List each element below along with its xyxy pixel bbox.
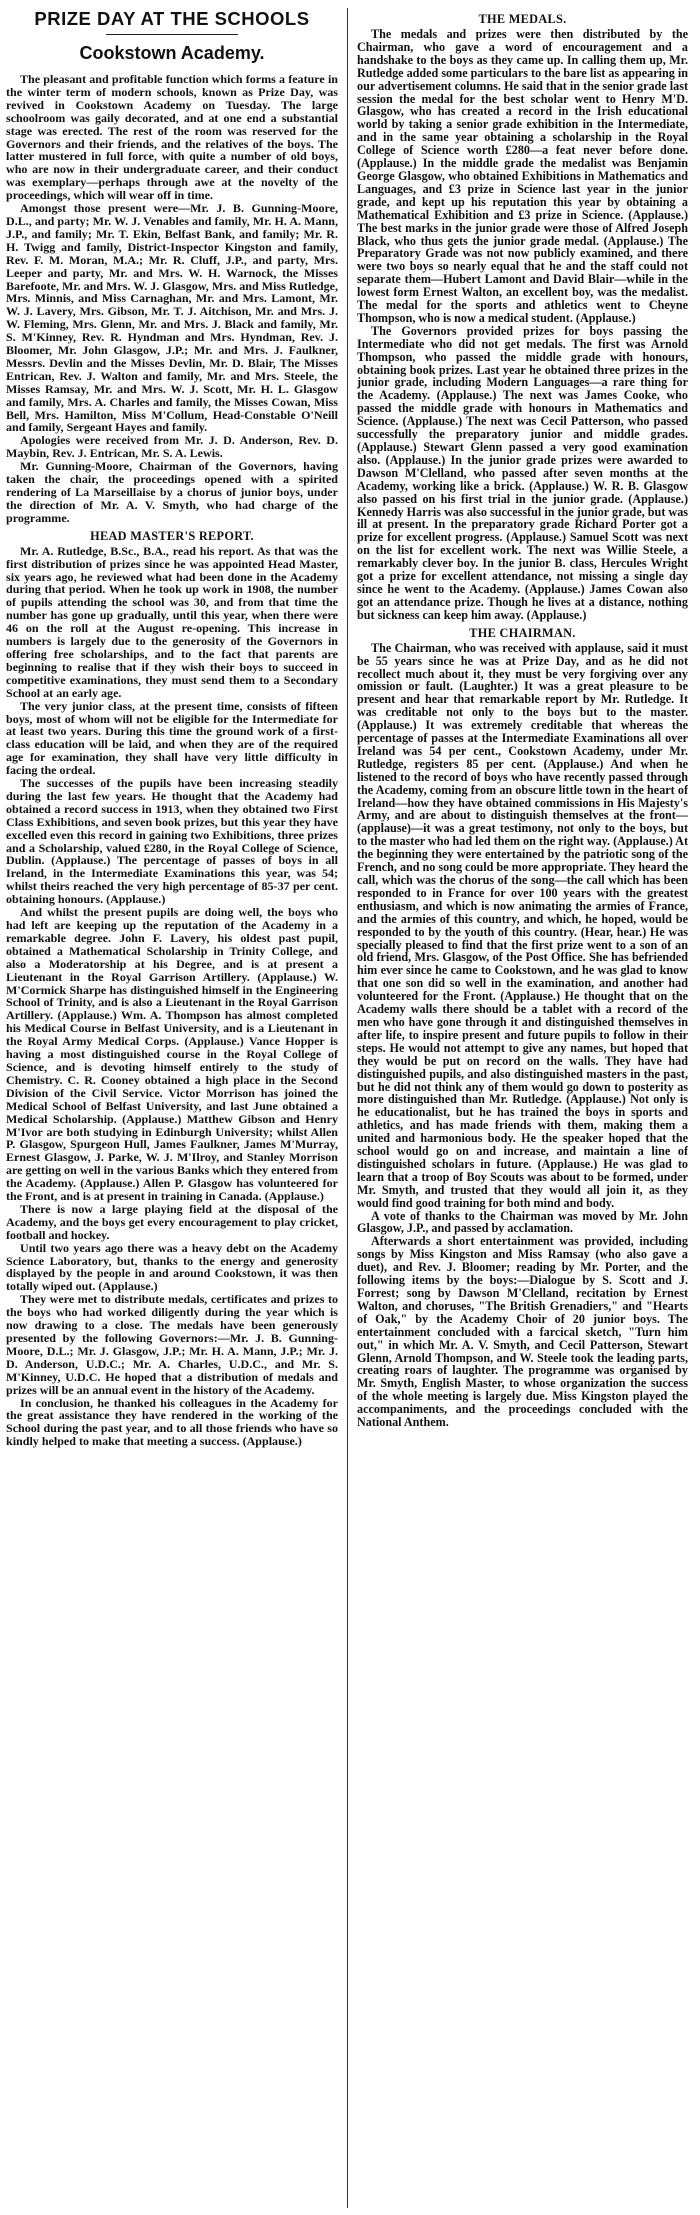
report-paragraph: The successes of the pupils have been increasing steadily during the last few years. He thought that the Academy had obtained a record success in 1913, when they obtained two First Class Exhibitions, and seven book prizes, but this year they have excelled even this record in gaining two Exhibitions, three prizes and a Scholarship, valued £280, in the Royal College of Science, Dublin. (Applause.) The percentage of passes of boys in all Ireland, in the Intermediate Examinations this year, was 54; whilst theirs reached the very high percentage of 85-37 per cent. obtaining honours. (Applause.) [6,776,338,907]
report-paragraph: In conclusion, he thanked his colleagues in the Academy for the great assistance they have rendered in the working of the School during the past year, and to all those friends who have so kindly helped to make that meeting a success. (Applause.) [6,1395,338,1449]
apologies-paragraph: Apologies were received from Mr. J. D. Anderson, Rev. D. Maybin, Rev. J. Entrican, Mr. S. A. Lewis. [6,433,338,461]
medals-paragraph: The medals and prizes were then distributed by the Chairman, who gave a word of encouragement and a handshake to the boys as they came up. In calling them up, Mr. Rutledge added some particulars to the bare list as appearing in our advertisement columns. He said that in the senior grade last session the medal for the best scholar went to Henry M'D. Glasgow, who has created a record in the Irish educational world by taking a senior grade exhibition in the Intermediate, and in the same year obtaining a scholarship in the Royal College of Science worth £280—a feat never before done. (Applause.) In the middle grade the medalist was Benjamin George Glasgow, who obtained Exhibitions in Mathematics and Languages, and £3 prize in Science last year in the junior grade, and kept up his reputation this year by obtaining a Mathematical Exhibition and £3 prize in Science. (Applause.) The best marks in the junior grade were those of Alfred Joseph Black, who thus gets the junior grade medal. (Applause.) The Preparatory Grade was not now publicly examined, and there were two boys so nearly equal that he and the staff could not separate them—Hubert Lamont and David Blair—while in the lowest form Ernest Walton, an excellent boy, was the medalist. The medal for the sports and athletics went to Cheyne Thompson, who is now a medical student. (Applause.) [357,27,688,325]
page-title: PRIZE DAY AT THE SCHOOLS [34,8,310,29]
article-columns [6,8,694,2208]
report-paragraph: There is now a large playing field at the disposal of the Academy, and the boys get every encouragement to play cricket, football and hockey. [6,1201,338,1242]
medals-paragraph: The Governors provided prizes for boys passing the Intermediate who did not get medals. The first was Arnold Thompson, who passed the middle grade with honours, obtaining book prizes. Last year he obtained three prizes in the junior grade, including Modern Languages—a rare thing for the Academy. (Applause.) The next was James Cooke, who passed the middle grade with honours in Mathematics and Science. (Applause.) The next was Cecil Patterson, who passed successfully the preparatory junior and middle grades. (Applause.) Stewart Glenn passed a very good examination also. (Applause.) In the junior grade prizes were awarded to Dawson M'Clelland, who passed after seven months at the Academy, working like a brick. (Applause.) W. R. B. Glasgow also passed on his first trial in the junior grade. (Applause.) Kennedy Harris was also successful in the junior grade, but was ill at present. In the preparatory grade Richard Porter got a prize for excellent progress. (Applause.) Samuel Scott was next on the list for excellent work. The next was Willie Steele, a remarkably clever boy. In the junior B. class, Hercules Wright got a prize for excellent attendance, not missing a single day since he went to the Academy. (Applause.) James Cowan also got an attendance prize. Though he lives at a distance, nothing but sickness can keep him away. (Applause.) [357,323,688,622]
chairman-paragraph: The Chairman, who was received with applause, said it must be 55 years since he was at Prize Day, and as he did not recollect much about it, they must be very forgiving over any omission or fault. (Laughter.) It was a great pleasure to be present and hear that remarkable report by Mr. Rutledge. It was creditable not only to the boys but to the master. (Applause.) It was extremely creditable that whereas the percentage of passes at the Intermediate Examinations all over Ireland was 54 per cent., Cookstown Academy, under Mr. Rutledge, registers 85 per cent. (Applause.) And when he listened to the record of boys who have recently passed through the Academy, coming from an obscure little town in the heart of Ireland—how they have obtained commissions in His Majesty's Army, and are about to distinguish themselves at the front—(applause)—it was a great testimony, not only to the boys, but to the master who had led them on the right way. (Applause.) At the beginning they were entertained by the patriotic song of the French, and no song could be more appropriate. They heard the call, which was the chorus of the song—the call which has been responded to in France for over 100 years with the greatest enthusiasm, and which is now animating the armies of France, and the armies of this country, and which, he hoped, would be responded to by the youth of this country. (Hear, hear.) He was specially pleased to find that the first prize went to a son of an old friend, Mrs. Glasgow, of the Post Office. She has befriended him ever since he came to Cookstown, and he was glad to know that one son did so well in the examination, and another had volunteered for the Front. (Applause.) He thought that on the Academy walls there should be a tablet with a record of the men who have gone through it and distinguished themselves in after life, to inspire present and future pupils to follow in their steps. He would not attempt to give any names, but hoped that they would be put on record on the walls. They have had distinguished pupils, and also distinguished masters in the past, but he did not think any of them would go down to posterity as more distinguished than Mr. Rutledge. (Applause.) Not only is he educationalist, but he has trained the boys in sports and athletics, and has made friends with them, making them a united and harmonious body. He the speaker hoped that the school would go on and increase, and maintain a line of distinguished scholars in future. (Applause.) He was glad to learn that a troop of Boy Scouts was about to be formed, under Mr. Smyth, and trusted that they would all join it, as they would find good training for both mind and body. [357,640,688,1210]
right-column [347,8,688,2208]
report-paragraph: They were met to distribute medals, certificates and prizes to the boys who had worked diligently during the year which is now drawing to a close. The medals have been generously presented by the following Governors:—Mr. J. B. Gunning-Moore, D.L.; Mr. J. Glasgow, J.P.; Mr. H. A. Mann, J.P.; Mr. J. D. Anderson, U.D.C.; Mr. A. Charles, U.D.C., and Mr. S. M'Kinney, U.D.C. He hoped that a distribution of medals and prizes will be an annual event in the history of the Academy. [6,1292,338,1397]
title-divider [106,34,239,35]
report-paragraph: The very junior class, at the present time, consists of fifteen boys, most of whom will not be eligible for the Intermediate for at least two years. During this time the ground work of a first-class education will be laid, and when they are of the required age for examination, they shall have very little difficulty in facing the ordeal. [6,698,338,778]
report-paragraph: Mr. A. Rutledge, B.Sc., B.A., read his report. As that was the first distribution of prizes since he was appointed Head Master, six years ago, he reviewed what had been done in the Academy during that period. When he took up work in 1908, the number of pupils attending the school was 30, and from that time the number has gone up gradually, until this year, when there were 46 on the roll at the August re-opening. This increase in numbers is largely due to the generosity of the Governors in offering free scholarships, and to the fact that parents are beginning to realise that if they wish their boys to succeed in competitive examinations, they must send them to a Secondary School at an early age. [6,543,338,700]
section-heading-chairman: THE CHAIRMAN. [469,625,576,640]
chairman-paragraph: A vote of thanks to the Chairman was moved by Mr. John Glasgow, J.P., and passed by acclamation. [357,1208,688,1236]
article-subtitle: Cookstown Academy. [79,43,265,63]
section-heading-report: HEAD MASTER'S REPORT. [90,528,254,543]
left-column [6,8,347,2208]
opening-paragraph: Mr. Gunning-Moore, Chairman of the Governors, having taken the chair, the proceedings opened with a spirited rendering of La Marseillaise by a chorus of junior boys, under the direction of Mr. A. V. Smyth, who had charge of the programme. [6,459,338,525]
intro-paragraph: The pleasant and profitable function which forms a feature in the winter term of modern schools, known as Prize Day, was revived in Cookstown Academy on Tuesday. The large schoolroom was gaily decorated, and at one end a substantial stage was erected. The rest of the room was reserved for the Governors and their friends, and the relatives of the boys. The latter mustered in full force, with quite a number of old boys, who are now in their undergraduate career, and their conduct was exemplary—perhaps through awe at the novelty of the proceedings, which will wear off in time. [6,72,338,203]
attendees-paragraph: Amongst those present were—Mr. J. B. Gunning-Moore, D.L., and party; Mr. W. J. Venables and family, Mr. H. A. Mann, J.P., and family; Mr. T. Ekin, Belfast Bank, and family; Mr. R. H. Twigg and family, District-Inspector Kingston and family, Rev. F. M. Moran, M.A.; Mr. R. Cluff, J.P., and party, Mrs. Leeper and party, Mr. and Mrs. W. H. Warnock, the Misses Barefoote, Mr. and Mrs. W. J. Glasgow, Mrs. and Miss Rutledge, Mrs. Minnis, and Miss Carnaghan, Mr. and Mrs. Lamont, Mr. W. J. Lavery, Mrs. Gibson, Mr. T. J. Aitchison, Mr. and Mrs. J. W. Fleming, Mrs. Glenn, Mr. and Mrs. J. Black and family, Mr. S. M'Kinney, Rev. R. Hyndman and Mrs. Hyndman, Rev. J. Bloomer, Mr. John Glasgow, J.P.; Mr. and Mrs. J. Faulkner, Messrs. Devlin and the Misses Devlin, Mr. D. Blair, The Misses Entrican, Rev. J. Walton and family, Mr. and Mrs. Steele, the Misses Ramsay, Mr. and Mrs. W. J. Scott, Mr. H. L. Glasgow and family, Mrs. A. Charles and family, the Misses Cowan, Miss Bell, Mrs. Hamilton, Miss M'Collum, Head-Constable O'Neill and family, Sergeant Hayes and family. [6,201,338,435]
chairman-paragraph: Afterwards a short entertainment was provided, including songs by Miss Kingston and Miss Ramsay (who also gave a duet), and Rev. J. Bloomer; reading by Mr. Porter, and the following items by the boys:—Dialogue by S. Scott and J. Forrest; song by Dawson M'Clelland, recitation by Ernest Walton, and choruses, "The British Grenadiers," and "Hearts of Oak," by the Academy Choir of 20 junior boys. The entertainment concluded with a farcical sketch, "Turn him out," in which Mr. A. V. Smyth, and Cecil Patterson, Stewart Glenn, Arnold Thompson, and W. Steele took the leading parts, creating roars of laughter. The programme was organised by Mr. Smyth, English Master, to whose organization the success of the whole meeting is largely due. Miss Kingston played the accompaniments, and the proceedings concluded with the National Anthem. [357,1234,688,1430]
report-paragraph: Until two years ago there was a heavy debt on the Academy Science Laboratory, but, thanks to the energy and generosity displayed by the people in and around Cookstown, it was then totally wiped out. (Applause.) [6,1240,338,1294]
report-paragraph: And whilst the present pupils are doing well, the boys who had left are keeping up the reputation of the Academy in a remarkable degree. John F. Lavery, his oldest past pupil, obtained a Mathematical Scholarship in Trinity College, and also a Moderatorship at his Degree, and is at present a Lieutenant in the Royal Garrison Artillery. (Applause.) W. M'Cormick Sharpe has distinguished himself in the Engineering School of Trinity, and is also a Lieutenant in the Royal Garrison Artillery. (Applause.) Wm. A. Thompson has almost completed his Medical Course in Belfast University, and is a Lieutenant in the Royal Army Medical Corps. (Applause.) Vance Hopper is having a most distinguished course in the Royal College of Science, and is devoting himself entirely to the study of Chemistry. C. R. Cooney obtained a high place in the Second Division of the Civil Service. Victor Morrison has joined the Medical School of Belfast University, and last June obtained a Medical Scholarship. (Applause.) Matthew Gibson and Henry M'Ivor are both studying in Edinburgh University; whilst Allen P. Glasgow, Spurgeon Hull, James Faulkner, James M'Murray, Ernest Glasgow, J. Parke, W. J. M'Ilroy, and Stanley Morrison are getting on well in the various Banks which they entered from the Academy. (Applause.) Allen P. Glasgow has volunteered for the Front, and is at present in training in Canada. (Applause.) [6,905,338,1204]
section-heading-medals: THE MEDALS. [478,12,567,26]
